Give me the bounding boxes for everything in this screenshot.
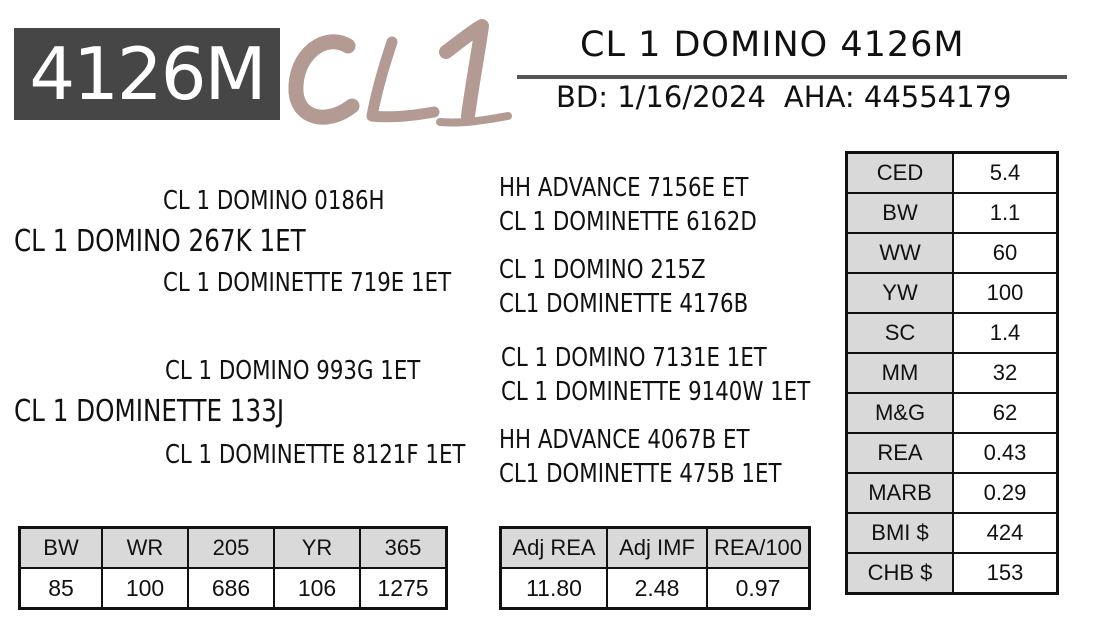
epd-value: 0.29 <box>953 473 1058 513</box>
pedigree-sd-dam: CL1 DOMINETTE 4176B <box>499 289 749 319</box>
birth-date: BD: 1/16/2024 <box>556 80 766 114</box>
epd-label: SC <box>847 313 954 353</box>
carcass-header-cell: Adj IMF <box>607 528 707 569</box>
epd-row <box>847 353 1058 393</box>
carcass-value-cell: 0.97 <box>707 568 810 609</box>
weights-header-cell: 205 <box>188 528 274 569</box>
epd-label: CHB $ <box>847 553 954 594</box>
epd-label: MARB <box>847 473 954 513</box>
pedigree-sire: CL 1 DOMINO 267K 1ET <box>14 224 306 259</box>
pedigree-sire-sire: CL 1 DOMINO 0186H <box>163 186 385 216</box>
pedigree-dd-dam: CL1 DOMINETTE 475B 1ET <box>499 459 782 489</box>
epd-table <box>845 151 1059 595</box>
tag-number: 4126M <box>29 32 265 116</box>
epd-value: 100 <box>953 273 1058 313</box>
pedigree-dam-sire: CL 1 DOMINO 993G 1ET <box>165 356 421 386</box>
epd-row <box>847 393 1058 433</box>
carcass-header-cell: Adj REA <box>501 528 608 569</box>
pedigree-ds-dam: CL 1 DOMINETTE 9140W 1ET <box>501 377 811 407</box>
weights-value-cell: 686 <box>188 568 274 609</box>
epd-label: BMI $ <box>847 513 954 553</box>
pedigree-sd-sire: CL 1 DOMINO 215Z <box>499 255 706 285</box>
epd-value: 32 <box>953 353 1058 393</box>
epd-label: REA <box>847 433 954 473</box>
weights-value-cell: 85 <box>20 568 103 609</box>
pedigree-ss-dam: CL 1 DOMINETTE 6162D <box>499 207 757 237</box>
weights-value-cell: 106 <box>274 568 360 609</box>
weights-header-cell: BW <box>20 528 103 569</box>
epd-value: 5.4 <box>953 153 1058 194</box>
pedigree-dam-dam: CL 1 DOMINETTE 8121F 1ET <box>165 440 466 470</box>
epd-label: YW <box>847 273 954 313</box>
epd-value: 60 <box>953 233 1058 273</box>
epd-label: WW <box>847 233 954 273</box>
epd-row <box>847 313 1058 353</box>
epd-value: 62 <box>953 393 1058 433</box>
weights-header-cell: WR <box>102 528 188 569</box>
title-underline <box>517 75 1067 79</box>
weights-header-cell: YR <box>274 528 360 569</box>
aha-number: AHA: 44554179 <box>783 80 1012 114</box>
weights-table <box>18 526 448 610</box>
epd-label: BW <box>847 193 954 233</box>
tag-number-box <box>14 28 280 120</box>
carcass-value-cell: 2.48 <box>607 568 707 609</box>
cl1-logo <box>286 14 516 136</box>
epd-row <box>847 433 1058 473</box>
epd-row <box>847 153 1058 194</box>
epd-row <box>847 473 1058 513</box>
epd-row <box>847 193 1058 233</box>
epd-value: 424 <box>953 513 1058 553</box>
epd-value: 0.43 <box>953 433 1058 473</box>
epd-value: 153 <box>953 553 1058 594</box>
carcass-header-cell: REA/100 <box>707 528 810 569</box>
epd-label: M&G <box>847 393 954 433</box>
animal-name-title: CL 1 DOMINO 4126M <box>580 25 965 65</box>
epd-row <box>847 553 1058 594</box>
pedigree-dd-sire: HH ADVANCE 4067B ET <box>499 425 750 455</box>
epd-value: 1.4 <box>953 313 1058 353</box>
epd-row <box>847 233 1058 273</box>
pedigree-ss-sire: HH ADVANCE 7156E ET <box>499 173 749 203</box>
birth-info-line <box>556 80 1030 114</box>
carcass-value-cell: 11.80 <box>501 568 608 609</box>
weights-value-cell: 100 <box>102 568 188 609</box>
pedigree-ds-sire: CL 1 DOMINO 7131E 1ET <box>501 343 767 373</box>
epd-value: 1.1 <box>953 193 1058 233</box>
epd-row <box>847 273 1058 313</box>
carcass-table <box>499 526 811 610</box>
epd-label: CED <box>847 153 954 194</box>
epd-row <box>847 513 1058 553</box>
pedigree-dam: CL 1 DOMINETTE 133J <box>14 394 285 429</box>
epd-label: MM <box>847 353 954 393</box>
weights-value-cell: 1275 <box>360 568 447 609</box>
pedigree-sire-dam: CL 1 DOMINETTE 719E 1ET <box>163 268 452 298</box>
weights-header-cell: 365 <box>360 528 447 569</box>
